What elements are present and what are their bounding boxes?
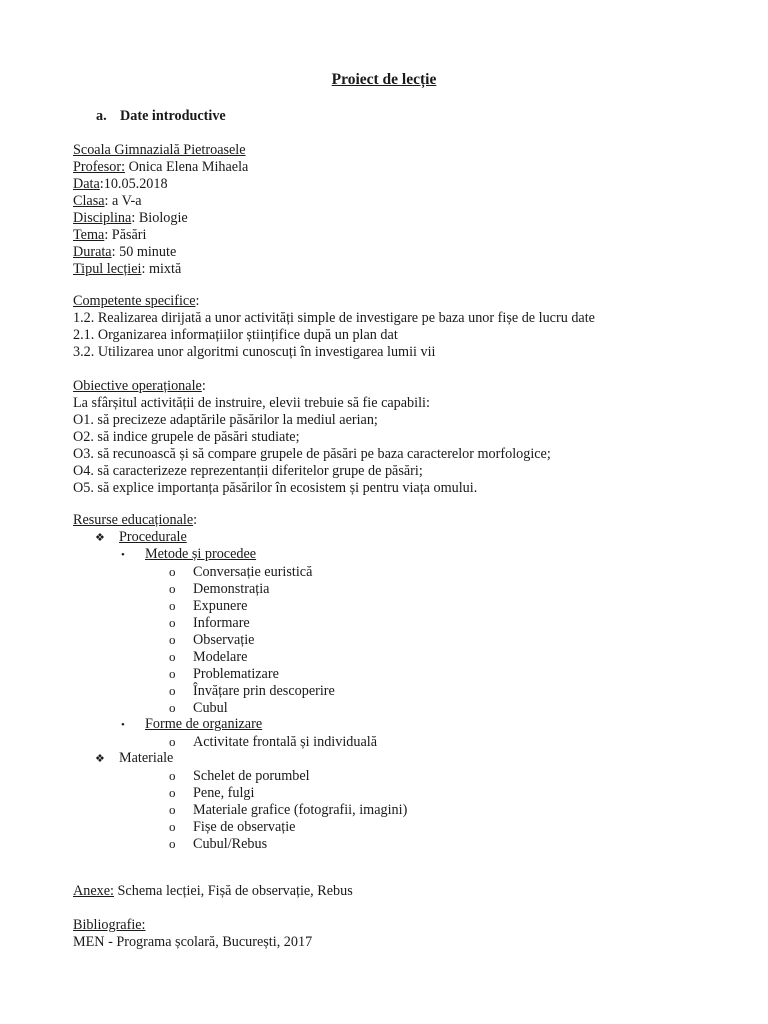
circle-bullet-icon: o — [169, 802, 176, 817]
competenta-item: 1.2. Realizarea dirijată a unor activități simple de investigare pe baza unor fișe de lucru date — [73, 310, 595, 326]
theme-value: : Păsări — [104, 227, 147, 243]
resurse-block — [73, 512, 407, 852]
circle-bullet-icon: o — [169, 581, 176, 596]
circle-bullet-icon: o — [169, 836, 176, 851]
resurse-label: Resurse educaționale — [73, 512, 194, 528]
competente-heading — [73, 293, 595, 310]
metode-item — [73, 546, 407, 563]
circle-bullet-icon: o — [169, 598, 176, 613]
lesson-type-line — [73, 261, 248, 278]
metoda-item — [73, 699, 407, 716]
date-value: :10.05.2018 — [99, 176, 168, 192]
anexe-block — [73, 883, 353, 900]
anexe-label: Anexe: — [73, 883, 114, 899]
circle-bullet-icon: o — [169, 768, 176, 783]
material-item — [73, 767, 407, 784]
section-letter: a. — [96, 108, 107, 124]
obiectiv-item: O4. să caracterizeze reprezentanții diferitelor grupe de păsări; — [73, 463, 423, 479]
material-item — [73, 801, 407, 818]
teacher-line — [73, 159, 248, 176]
duration-line — [73, 244, 248, 261]
disc-bullet-icon: • — [121, 549, 125, 561]
anexe-line — [73, 883, 353, 900]
circle-bullet-icon: o — [169, 649, 176, 664]
metoda-item — [73, 631, 407, 648]
obiective-intro: La sfârșitul activității de instruire, elevii trebuie să fie capabili: — [73, 395, 430, 411]
metoda-item — [73, 648, 407, 665]
forma-label: Activitate frontală și individuală — [193, 734, 377, 750]
competente-block — [73, 293, 595, 361]
material-label: Materiale grafice (fotografii, imagini) — [193, 802, 408, 818]
competente-label: Competente specifice — [73, 293, 196, 309]
teacher-value: Onica Elena Mihaela — [125, 159, 249, 175]
lesson-type-value: : mixtă — [141, 261, 182, 277]
circle-bullet-icon: o — [169, 666, 176, 681]
document-title: Proiect de lecție — [331, 71, 437, 88]
obiectiv-item: O3. să recunoască și să compare grupele de păsări pe baza caracterelor morfologice; — [73, 446, 551, 462]
diamond-bullet-icon: ❖ — [95, 753, 105, 765]
anexe-value: Schema lecției, Fișă de observație, Rebus — [113, 883, 353, 899]
lesson-type-label: Tipul lecției — [73, 261, 142, 277]
resurse-colon: : — [193, 512, 198, 528]
procedurale-label: Procedurale — [119, 529, 187, 545]
circle-bullet-icon: o — [169, 819, 176, 834]
forma-item — [73, 733, 407, 750]
metoda-label: Conversație euristică — [193, 564, 313, 580]
class-label: Clasa — [73, 193, 105, 209]
obiectiv-item: O2. să indice grupele de păsări studiate; — [73, 429, 300, 445]
school-name: Scoala Gimnazială Pietroasele — [73, 142, 246, 158]
class-value: : a V-a — [104, 193, 142, 209]
materiale-label: Materiale — [119, 750, 174, 766]
intro-block — [73, 142, 248, 278]
material-label: Schelet de porumbel — [193, 768, 310, 784]
circle-bullet-icon: o — [169, 785, 176, 800]
material-item — [73, 784, 407, 801]
circle-bullet-icon: o — [169, 700, 176, 715]
competenta-item: 2.1. Organizarea informațiilor științifice după un plan dat — [73, 327, 398, 343]
metoda-label: Expunere — [193, 598, 248, 614]
bibliografie-block — [73, 917, 312, 951]
metoda-label: Informare — [193, 615, 250, 631]
bibliografie-value: MEN - Programa școlară, București, 2017 — [73, 934, 313, 950]
metoda-label: Observație — [193, 632, 255, 648]
teacher-label: Profesor: — [73, 159, 126, 175]
procedurale-item — [73, 529, 407, 546]
metoda-item — [73, 614, 407, 631]
metoda-item — [73, 665, 407, 682]
material-item — [73, 818, 407, 835]
forme-label: Forme de organizare — [145, 716, 263, 732]
material-label: Pene, fulgi — [193, 785, 255, 801]
section-label: Date introductive — [120, 108, 226, 124]
circle-bullet-icon: o — [169, 615, 176, 630]
discipline-line — [73, 210, 248, 227]
circle-bullet-icon: o — [169, 683, 176, 698]
resurse-heading — [73, 512, 407, 529]
material-item — [73, 835, 407, 852]
forme-item — [73, 716, 407, 733]
discipline-label: Disciplina — [73, 210, 132, 226]
obiective-colon: : — [201, 378, 206, 394]
metoda-item — [73, 563, 407, 580]
theme-label: Tema — [73, 227, 105, 243]
competenta-item: 3.2. Utilizarea unor algoritmi cunoscuți în investigarea lumii vii — [73, 344, 436, 360]
duration-value: : 50 minute — [111, 244, 177, 260]
materiale-item — [73, 750, 407, 767]
metoda-item — [73, 597, 407, 614]
circle-bullet-icon: o — [169, 564, 176, 579]
theme-line — [73, 227, 248, 244]
obiectiv-item: O1. să precizeze adaptările păsărilor la mediul aerian; — [73, 412, 378, 428]
metoda-label: Problematizare — [193, 666, 279, 682]
metoda-label: Demonstrația — [193, 581, 270, 597]
date-label: Data — [73, 176, 100, 192]
bibliografie-label: Bibliografie: — [73, 917, 146, 933]
circle-bullet-icon: o — [169, 632, 176, 647]
material-label: Fișe de observație — [193, 819, 296, 835]
diamond-bullet-icon: ❖ — [95, 532, 105, 544]
obiectiv-item: O5. să explice importanța păsărilor în ecosistem și pentru viața omului. — [73, 480, 478, 496]
class-line — [73, 193, 248, 210]
section-heading — [96, 108, 226, 125]
metoda-item — [73, 682, 407, 699]
date-line — [73, 176, 248, 193]
circle-bullet-icon: o — [169, 734, 176, 749]
metoda-label: Învățare prin descoperire — [193, 683, 335, 699]
material-label: Cubul/Rebus — [193, 836, 268, 852]
discipline-value: : Biologie — [131, 210, 188, 226]
obiective-heading — [73, 378, 551, 395]
competente-colon: : — [195, 293, 200, 309]
metode-label: Metode și procedee — [145, 546, 257, 562]
obiective-block — [73, 378, 551, 497]
obiective-label: Obiective operaționale — [73, 378, 202, 394]
disc-bullet-icon: • — [121, 719, 125, 731]
metoda-label: Modelare — [193, 649, 248, 665]
duration-label: Durata — [73, 244, 112, 260]
metoda-label: Cubul — [193, 700, 228, 716]
metoda-item — [73, 580, 407, 597]
